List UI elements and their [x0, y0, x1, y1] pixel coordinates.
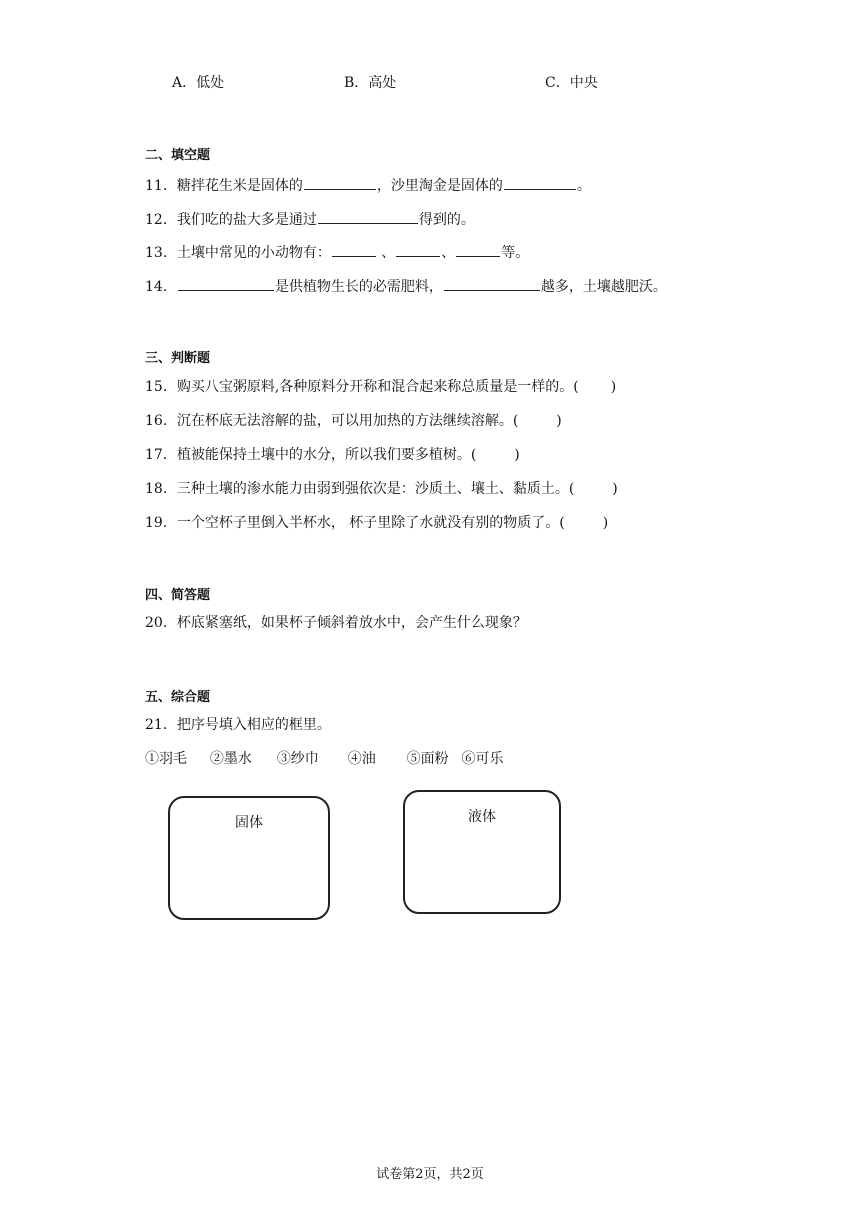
answer-blank[interactable]	[444, 276, 540, 291]
option-item: ②墨水	[209, 751, 252, 767]
question-16: 16．沉在杯底无法溶解的盐，可以用加热的方法继续溶解。( )	[145, 413, 562, 429]
question-11: 11．糖拌花生米是固体的 ，沙里淘金是固体的 。	[145, 175, 591, 195]
answer-blank[interactable]	[178, 276, 274, 291]
option-item: ⑤面粉	[406, 751, 449, 767]
section-title-judgment: 三、判断题	[145, 351, 211, 366]
answer-blank[interactable]	[396, 242, 440, 257]
answer-blank[interactable]	[318, 209, 418, 224]
answer-blank[interactable]	[304, 175, 376, 190]
question-17: 17．植被能保持土壤中的水分，所以我们要多植树。( )	[145, 447, 520, 463]
option-item: ③纱巾	[276, 751, 319, 767]
question-14: 14． 是供植物生长的必需肥料， 越多，土壤越肥沃。	[145, 276, 667, 296]
option-c: C．中央	[545, 75, 598, 91]
question-15: 15．购买八宝粥原料,各种原料分开称和混合起来称总质量是一样的。( )	[145, 379, 617, 395]
option-b: B．高处	[344, 75, 397, 91]
question-13: 13．土壤中常见的小动物有： 、 、 等。	[145, 242, 529, 262]
answer-blank[interactable]	[332, 242, 376, 257]
question-21: 21．把序号填入相应的框里。	[145, 717, 331, 733]
section-title-comprehensive: 五、综合题	[145, 690, 211, 705]
section-title-fill-blank: 二、填空题	[145, 148, 211, 163]
question-18: 18．三种土壤的渗水能力由弱到强依次是：沙质土、壤土、黏质土。( )	[145, 481, 618, 497]
option-a: A．低处	[172, 75, 225, 91]
question-12: 12．我们吃的盐大多是通过 得到的。	[145, 209, 475, 229]
answer-blank[interactable]	[504, 175, 576, 190]
option-item: ④油	[347, 751, 376, 767]
answer-blank[interactable]	[456, 242, 500, 257]
option-item: ①羽毛	[145, 751, 187, 767]
section-title-short-answer: 四、简答题	[145, 588, 211, 603]
question-20: 20．杯底紧塞纸，如果杯子倾斜着放水中，会产生什么现象？	[145, 615, 527, 631]
option-item: ⑥可乐	[461, 751, 504, 767]
solid-answer-box[interactable]	[168, 796, 330, 920]
option-list	[145, 750, 504, 768]
liquid-answer-box[interactable]	[403, 790, 561, 914]
solid-box-label: 固体	[235, 815, 263, 831]
liquid-box-label: 液体	[468, 809, 496, 825]
page-footer: 试卷第2页，共2页	[376, 1167, 484, 1182]
question-19: 19．一个空杯子里倒入半杯水， 杯子里除了水就没有别的物质了。( )	[145, 515, 609, 531]
